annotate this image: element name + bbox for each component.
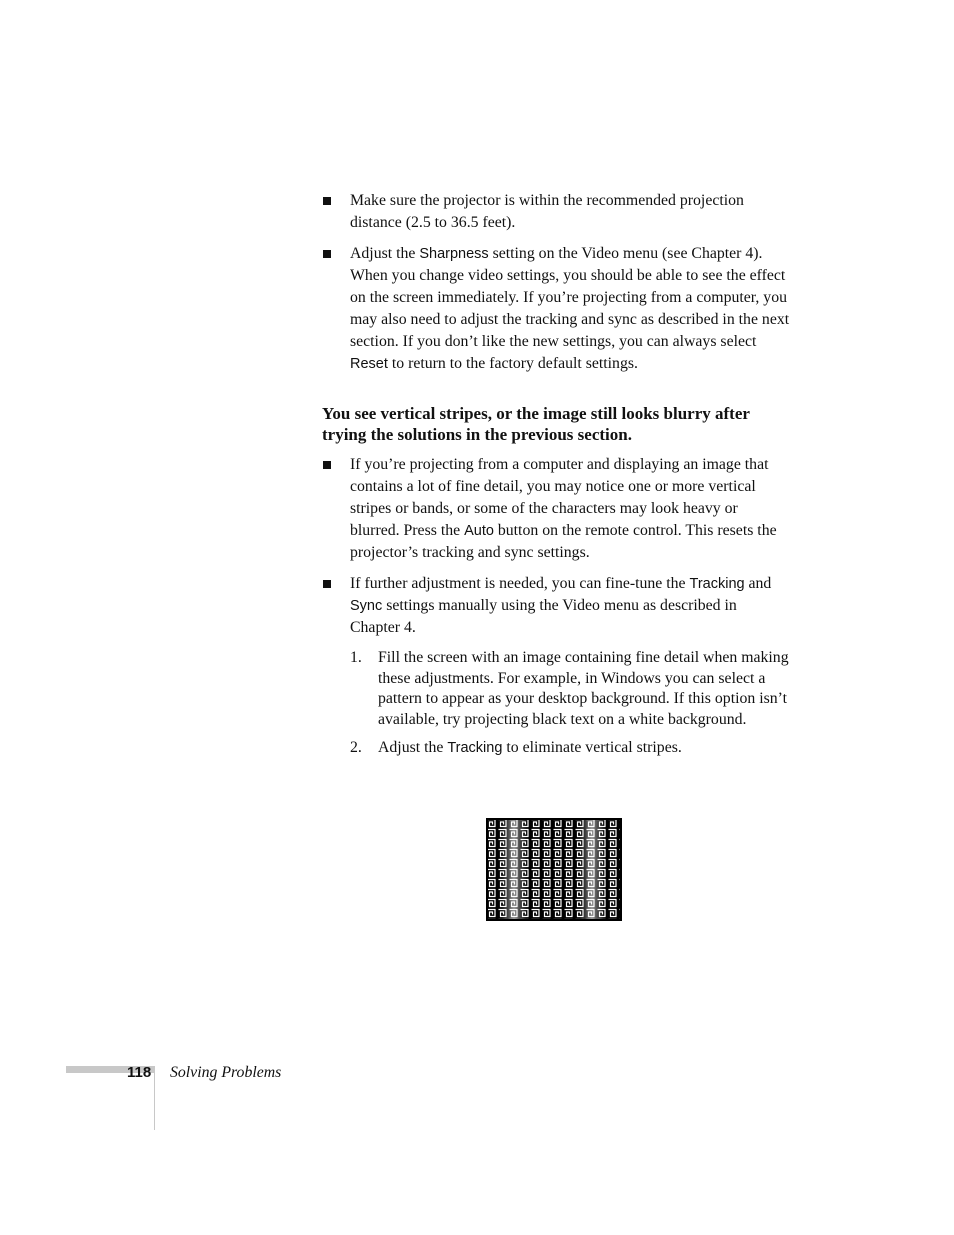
- menu-term-tracking: Tracking: [689, 576, 745, 592]
- bullet-text: Adjust the: [350, 245, 420, 262]
- greek-key-pattern-icon: [486, 818, 622, 921]
- footer-section-title: Solving Problems: [170, 1064, 282, 1081]
- numbered-steps: [322, 648, 790, 759]
- step-number: 2.: [350, 739, 362, 756]
- bullet-item-distance: [322, 190, 790, 234]
- bullet-text: to return to the factory default settings.: [387, 355, 638, 372]
- bullet-text: settings manually using the Video menu as described in Chapter 4.: [350, 597, 737, 636]
- page-number: 118: [127, 1064, 152, 1081]
- menu-term-sync: Sync: [350, 598, 383, 614]
- step-text: Fill the screen with an image containing fine detail when making these adjustments. For example, in Windows you can select a pattern to appear as your desktop background. If this option isn’t available, try projecting black text on a white background.: [378, 649, 789, 728]
- step-item: [350, 738, 790, 759]
- bullet-text: If further adjustment is needed, you can fine-tune the: [350, 575, 690, 592]
- square-bullet-icon: [323, 580, 331, 588]
- bullet-text: and: [744, 575, 772, 592]
- bullet-text: button on the remote control. This resets the projector’s tracking and sync settings.: [350, 522, 777, 561]
- vertical-stripes-pattern-image: [486, 818, 622, 921]
- bullet-item-sharpness: [322, 243, 790, 375]
- bullet-text: setting on the Video menu (see Chapter 4). When you change video settings, you should be able to see the effect on the screen immediately. If you’re projecting from a computer, you may also need to adjust the tracking and sync as described in the next section. If you don’t like the new settings, you can always select: [350, 245, 790, 350]
- square-bullet-icon: [323, 197, 331, 205]
- menu-term-reset: Reset: [350, 356, 388, 372]
- bullet-item-tracking-sync: [322, 573, 790, 639]
- bullet-item-auto: [322, 454, 790, 564]
- footer-divider: [154, 1066, 155, 1130]
- button-term-auto: Auto: [464, 523, 494, 539]
- menu-term-sharpness: Sharpness: [419, 246, 489, 262]
- step-item: [350, 648, 790, 730]
- square-bullet-icon: [323, 250, 331, 258]
- square-bullet-icon: [323, 461, 331, 469]
- bullet-text: Make sure the projector is within the recommended projection distance (2.5 to 36.5 feet).: [350, 192, 744, 231]
- page-body: [322, 190, 790, 767]
- section-heading: You see vertical stripes, or the image still looks blurry after trying the solutions in the previous section.: [322, 404, 750, 444]
- menu-term-tracking: Tracking: [447, 740, 503, 756]
- step-text: Adjust the: [378, 739, 448, 756]
- step-number: 1.: [350, 649, 362, 666]
- step-text: to eliminate vertical stripes.: [502, 739, 682, 756]
- bullet-text: If you’re projecting from a computer and displaying an image that contains a lot of fine detail, you may notice one or more vertical stripes or bands, or some of the characters may look heavy or blurred. Press the: [350, 456, 769, 539]
